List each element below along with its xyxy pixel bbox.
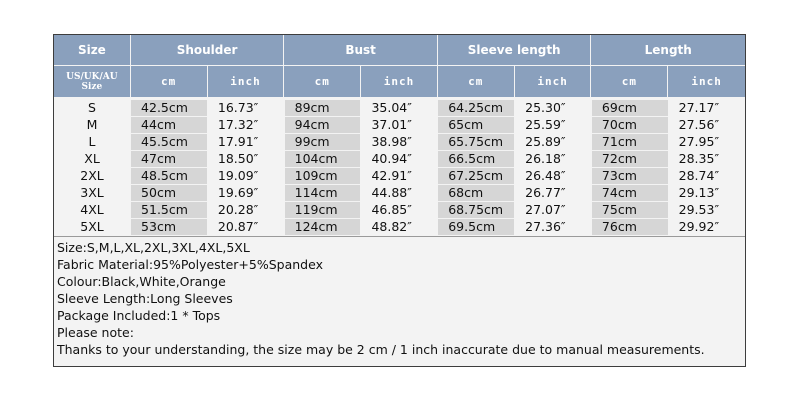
length-inch-cell: 28.35″: [678, 151, 720, 166]
shoulder-inch-cell: 17.32″: [217, 117, 259, 132]
note-package: Package Included:1 * Tops: [57, 308, 221, 323]
bust-inch-cell: 42.91″: [371, 168, 412, 183]
size-chart-card: [53, 34, 746, 367]
bust-inch-cell: 38.98″: [371, 134, 412, 149]
size-table: [54, 99, 745, 236]
shoulder-inch-cell: 20.87″: [217, 219, 259, 234]
unit-inch: inch: [515, 66, 592, 97]
sleeve-cm-cell: 66.5cm: [438, 151, 515, 168]
note-sleeve-length: Sleeve Length:Long Sleeves: [57, 291, 233, 306]
shoulder-cm-cell: 50cm: [131, 185, 208, 202]
shoulder-cm-cell: 48.5cm: [131, 168, 208, 185]
size-region-line2: Size: [81, 81, 103, 92]
length-inch-cell: 29.92″: [678, 219, 720, 234]
size-region-label: [54, 66, 131, 97]
sleeve-inch-cell: 26.48″: [525, 168, 566, 183]
table-row: [54, 134, 745, 151]
bust-inch-cell: 48.82″: [371, 219, 412, 234]
unit-inch: inch: [691, 75, 722, 88]
unit-cm: cm: [591, 66, 668, 97]
table-row: [54, 117, 745, 134]
length-inch-cell: 29.53″: [678, 202, 720, 217]
size-cell: S: [88, 100, 96, 115]
sleeve-cm-cell: 69.5cm: [438, 219, 515, 236]
size-cell: L: [88, 134, 96, 149]
length-inch-cell: 27.95″: [678, 134, 720, 149]
note-sizes: Size:S,M,L,XL,2XL,3XL,4XL,5XL: [57, 240, 250, 255]
sleeve-inch-cell: 25.59″: [525, 117, 566, 132]
length-cm-cell: 74cm: [591, 185, 668, 202]
length-cm-cell: 76cm: [591, 219, 668, 236]
size-cell: 4XL: [80, 202, 104, 217]
shoulder-inch-cell: 17.91″: [217, 134, 259, 149]
bust-inch-cell: 46.85″: [371, 202, 412, 217]
bust-inch-cell: 35.04″: [371, 100, 412, 115]
sleeve-inch-cell: 27.36″: [525, 219, 566, 234]
table-row: [54, 168, 745, 185]
length-cm-cell: 72cm: [591, 151, 668, 168]
size-cell: M: [86, 117, 98, 132]
length-inch-cell: 28.74″: [678, 168, 720, 183]
shoulder-cm-cell: 53cm: [131, 219, 208, 236]
length-cm-cell: 70cm: [591, 117, 668, 134]
header-length: Length: [644, 43, 692, 57]
shoulder-cm-cell: 45.5cm: [131, 134, 208, 151]
sleeve-cm-cell: 68cm: [438, 185, 515, 202]
bust-cm-cell: 114cm: [284, 185, 361, 202]
header-row: [54, 35, 745, 65]
shoulder-cm-cell: 47cm: [131, 151, 208, 168]
bust-cm-cell: 89cm: [284, 100, 361, 117]
bust-inch-cell: 40.94″: [371, 151, 412, 166]
shoulder-cm-cell: 51.5cm: [131, 202, 208, 219]
unit-cm: cm: [131, 66, 208, 97]
length-cm-cell: 75cm: [591, 202, 668, 219]
bust-inch-cell: 37.01″: [371, 117, 412, 132]
shoulder-inch-cell: 16.73″: [217, 100, 259, 115]
sleeve-inch-cell: 26.77″: [525, 185, 566, 200]
product-notes: [54, 237, 745, 358]
header-size: Size: [54, 35, 131, 65]
length-inch-cell: 29.13″: [678, 185, 720, 200]
size-cell: XL: [84, 151, 100, 166]
unit-cm: cm: [284, 66, 361, 97]
bust-cm-cell: 94cm: [284, 117, 361, 134]
size-cell: 3XL: [80, 185, 104, 200]
sleeve-inch-cell: 27.07″: [525, 202, 566, 217]
shoulder-inch-cell: 19.09″: [217, 168, 259, 183]
header-shoulder: Shoulder: [131, 35, 285, 65]
sleeve-cm-cell: 64.25cm: [438, 100, 515, 117]
bust-inch-cell: 44.88″: [371, 185, 412, 200]
sleeve-cm-cell: 65.75cm: [438, 134, 515, 151]
length-inch-cell: 27.56″: [678, 117, 720, 132]
unit-inch: inch: [208, 66, 285, 97]
shoulder-inch-cell: 18.50″: [217, 151, 259, 166]
note-colour: Colour:Black,White,Orange: [57, 274, 226, 289]
bust-cm-cell: 104cm: [284, 151, 361, 168]
table-row: [54, 219, 745, 236]
length-cm-cell: 71cm: [591, 134, 668, 151]
sleeve-inch-cell: 25.89″: [525, 134, 566, 149]
size-cell: 5XL: [80, 219, 104, 234]
table-row: [54, 202, 745, 219]
length-cm-cell: 69cm: [591, 100, 668, 117]
unit-header-row: [54, 65, 745, 97]
sleeve-cm-cell: 67.25cm: [438, 168, 515, 185]
shoulder-inch-cell: 20.28″: [217, 202, 259, 217]
note-please-note: Please note:: [57, 325, 134, 340]
table-row: [54, 185, 745, 202]
unit-inch: inch: [361, 66, 438, 97]
sleeve-inch-cell: 25.30″: [525, 100, 566, 115]
size-cell: 2XL: [80, 168, 104, 183]
size-region-line1: US/UK/AU: [66, 71, 118, 82]
bust-cm-cell: 119cm: [284, 202, 361, 219]
shoulder-inch-cell: 19.69″: [217, 185, 259, 200]
sleeve-inch-cell: 26.18″: [525, 151, 566, 166]
shoulder-cm-cell: 42.5cm: [131, 100, 208, 117]
sleeve-cm-cell: 68.75cm: [438, 202, 515, 219]
note-disclaimer: Thanks to your understanding, the size may be 2 cm / 1 inch inaccurate due to manual measurements.: [57, 342, 705, 357]
header-bust: Bust: [284, 35, 438, 65]
bust-cm-cell: 124cm: [284, 219, 361, 236]
shoulder-cm-cell: 44cm: [131, 117, 208, 134]
sleeve-cm-cell: 65cm: [438, 117, 515, 134]
note-fabric: Fabric Material:95%Polyester+5%Spandex: [57, 257, 323, 272]
bust-cm-cell: 109cm: [284, 168, 361, 185]
length-inch-cell: 27.17″: [678, 100, 720, 115]
table-row: [54, 151, 745, 168]
unit-cm: cm: [438, 66, 515, 97]
table-row: [54, 100, 745, 117]
bust-cm-cell: 99cm: [284, 134, 361, 151]
header-sleeve-length: Sleeve length: [438, 35, 592, 65]
length-cm-cell: 73cm: [591, 168, 668, 185]
